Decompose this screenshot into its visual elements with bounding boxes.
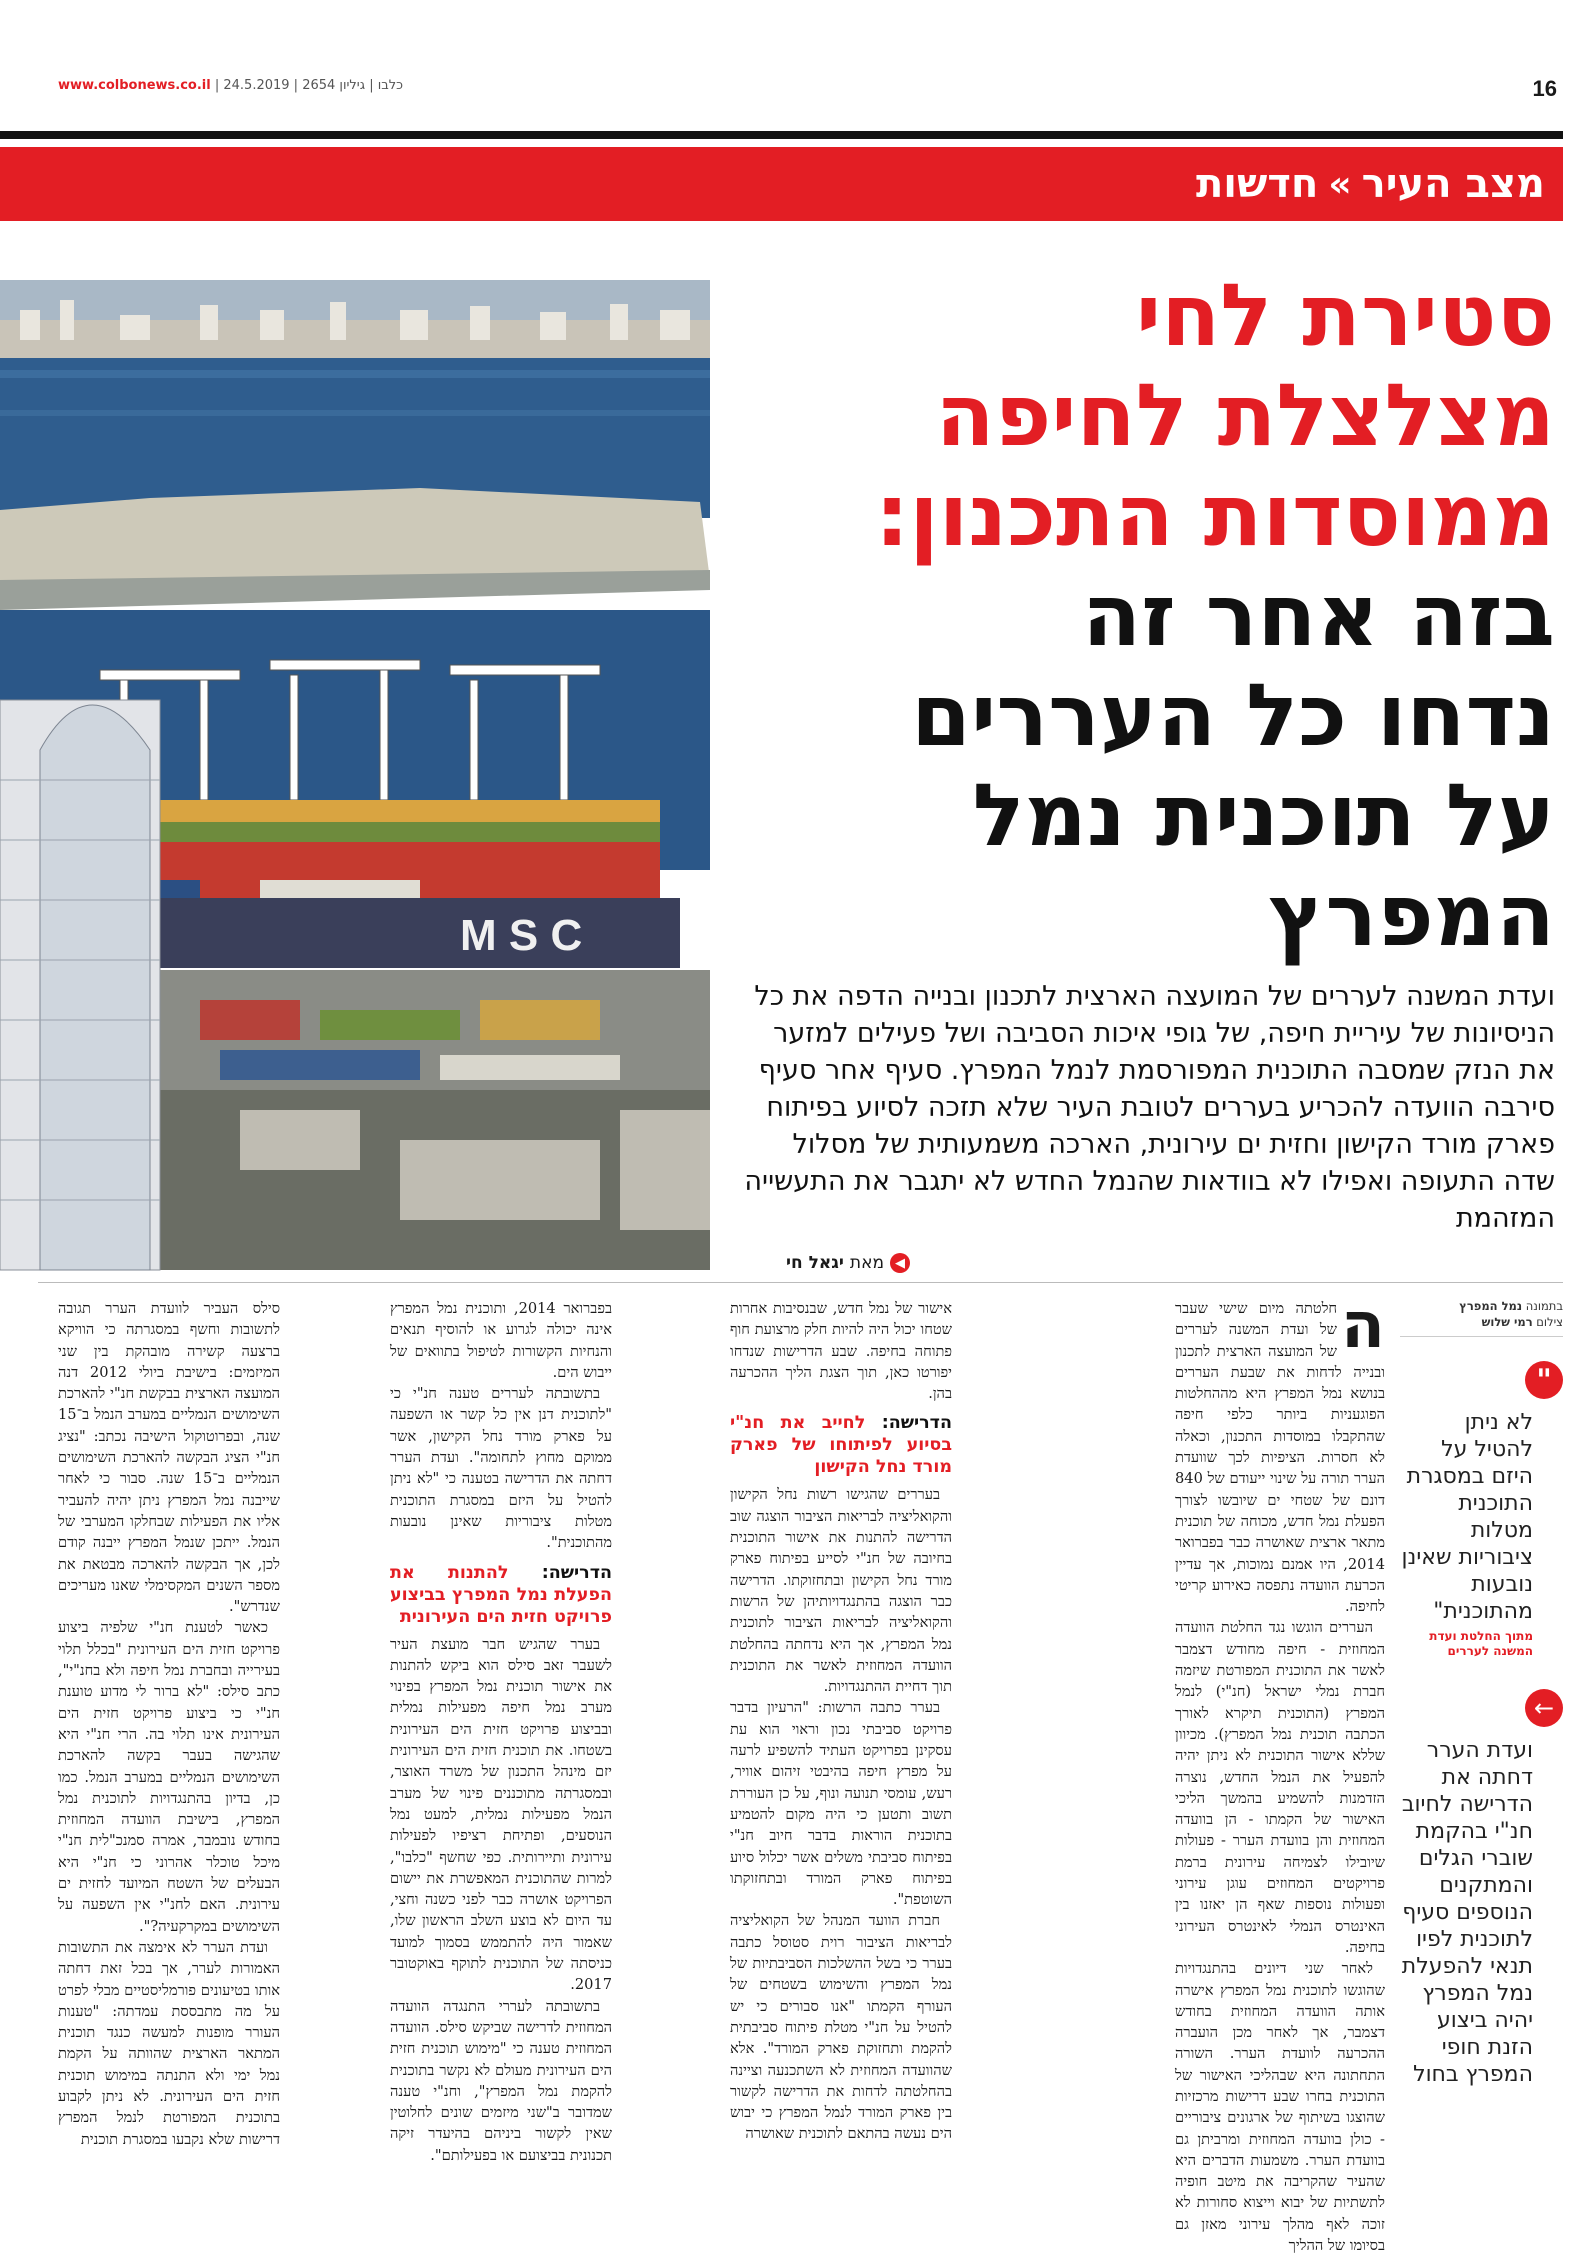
article-photo xyxy=(0,280,710,1270)
paragraph: סילס העביר לוועדת הערר תגובה לתשובות וחשף במסגרתה כי הוויקא ברצעה קשירה מובהקת בין שני המיזמים: בישיבת ביולי 2012 דנה המועצה הארצית בבקשת חנ"י להארכת השימושים הנמליים במערב הנמל ב־15 שנה, ובפרוטוקול הישיבה נכתב: "נציג חנ"י הציג הבקשה להארכת השימושים הנמליים ב־15 שנה. סבור כי לאחר שייבנה נמל המפרץ ניתן יהיה להעביר אליו את הפעילות שבחלקו המערבי של הנמל. ייתכן שנמל המפרץ ייבנה קודם לכן, אך הבקשה להארכה מבטאת את מספר השנים המקסימלי שאנו מעריכים שנדרש". xyxy=(58,1300,280,1616)
byline-prefix: מאת xyxy=(849,1253,884,1273)
paragraph: העררים הוגשו נגד החלטת הוועדה המחוזית - חיפה מחודש דצמבר לאשר את התוכנית המפורטת שיזמה חברת נמלי ישראל (חנ"י) לנמל המפרץ (התוכנית תיקרא לאורך הכתבה תוכנית נמל המפרץ). מכיוון שללא אישור התוכנית לא ניתן יהיה להפעיל את הנמל החדש, נוצרה הזדמנות להשמיע בהמשך הליכי האישור של הקמתו - הן בוועדה המחוזית והן בוועדת הערר - פעולות שיובילו לצמיחה עירונית ברמת פרויקטים המחוזים עוגן עירוני ופעולות נוספות שאף הן יאזנו בין האינטרס הנמלי לאינטרס העירוני בחיפה. xyxy=(1175,1619,1385,1956)
photo-credit: רמי שלוש xyxy=(1481,1315,1533,1329)
paragraph: חברת הוועד המנהל של הקואליציה לבריאות הציבור רוית סטוסל כתבה בערר כי בשל ההשלכות הסביבתיות של נמל המפרץ והשימוש בשטחים של העורף הקמתו "אנו סבורים כי יש להטיל על חנ"י מטלת פיתוח סביבתית להקמת ותחזוקת פארק המורד". אלא שהוועדה המחוזית לא השתכנעה וציינה בהחלטתה לדחות את הדרישה לקשור בין פארק המורד לנמל המפרץ כי יבוש הים נעשה בהתאם לתוכנית שאושרה xyxy=(730,1912,952,2143)
lead-paragraph: ועדת המשנה לעררים של המועצה הארצית לתכנון ובנייה הדפה את כל הניסיונות של עיריית חיפה, של גופי איכות הסביבה ושל פעילים למזער את הנזק שמסבה התוכנית המפורסמת לנמל המפרץ. סעיף אחר סעיף סירבה הוועדה להכריע בעררים לטובת העיר שלא תזכה לסיוע בפיתוח פארק מורד הקישון וחזית ים עירונית, הארכה משמעותית של מסלול שדה התעופה ואפילו לא בוודאות שהנמל החדש לא יתגבר את התעשייה המזהמת xyxy=(744,981,1555,1234)
arrow-left-icon: ← xyxy=(1525,1689,1563,1727)
paragraph: ועדת הערר לא אימצה את התשובות האמורות לערר, אך בכל זאת דחתה אותו בטיעונים פורמליסטיים מבלי לפרט על מה מתבססת עמדתה: "טענות העורר מופנות למעשה כנגד תוכנית המתאר הארצית שהוותה על הקמת נמל ימי ולא התנתה במימוש תוכנית חזית הים העירונית. לא ניתן לקבוע בתוכנית המפורטת לנמל המפרץ דרישות שלא נקבעו במסגרת תוכנית xyxy=(58,1938,280,2148)
section-title xyxy=(1196,161,1545,207)
paragraph-text: חלטתה מיום שישי שעבר של ועדת המשנה לעררים של המועצה הארצית לתכנון ובנייה לדחות את שבעת העררים בנושא נמל המפרץ היא מההחלטות הפוגעניות ביותר כלפי חיפה שהתקבלו במוסדות התכנון, וכאלה לא חסרות. הציפיות לכך שוועדת הערר תורה על שינוי ייעודם של 840 דונם של שטחי ים שיובשו לצורך הפעלת נמל חדש, מכוחה של תוכנית מתאר ארצית שאושרה כבר בפברואר 2014, היו אמנם נמוכות, אך עדיין הכרעת הוועדה נתפסה כאירוע קריטי לחיפה. xyxy=(1175,1300,1385,1616)
paragraph: בערר כתבה הרשות: "הרעיון בדבר פרויקט סביבתי נכון וראוי הוא עת עסקינן בפרויקט העתיד להשפיע לרעה על מפרץ חיפה בהיבטי זיהום אוויר, רעש, עומסי תנועה ונוף, על כן העוררת תשוב ותטען כי היה מקום להטמיע בתוכנית הוראות בדבר חיוב חנ"י בפיתוח סביבתי משלים אשר יכלול סיוע בפיתוח פארק המורד ובתחזוקתו השוטפת". xyxy=(730,1699,952,1909)
far-city xyxy=(0,320,710,360)
container-yard xyxy=(200,1000,620,1080)
photo-credit-label: צילום xyxy=(1536,1315,1563,1329)
section-banner xyxy=(0,147,1563,221)
quote-icon: " xyxy=(1525,1361,1563,1399)
port-photo-illustration xyxy=(0,280,710,1270)
headline-black-4: המפרץ xyxy=(1268,866,1555,966)
text-column-3 xyxy=(390,1298,612,2168)
side-note: ועדת הערר דחתה את הדרישה לחיוב חנ"י בהקמת שוברי הגלים והמתקנים הנוספים סעיף לתוכנית לפיו תנאי להפעלת נמל המפרץ יהיה ביצוע הזנת חופי המפרץ בחול xyxy=(1401,1738,1533,2087)
subheading-text: לחייב את חנ"י בסיוע לפיתוחו של פארק מורד נחל הקישון xyxy=(730,1413,952,1478)
section-name: מצב העיר xyxy=(1361,161,1545,207)
subheading xyxy=(730,1412,952,1478)
pull-quote-source: מתוך החלטת ועדת המשנה לעררים xyxy=(1429,1629,1533,1658)
paragraph: בפברואר 2014, ותוכנית נמל המפרץ אינה יכולה לגרוע או להוסיף תנאים והנחיות הקשורות לטיפול בתוואים של ייבוש הים. xyxy=(390,1300,612,1381)
ship-name-text: M S C xyxy=(460,911,583,960)
caption-text: נמל המפרץ xyxy=(1459,1299,1523,1313)
byline xyxy=(740,1253,910,1273)
byline-author: יגאל חי xyxy=(786,1253,844,1273)
dropcap: ה xyxy=(1341,1289,1385,1363)
header-meta xyxy=(58,78,403,93)
paragraph: בתשובתה לעררים טענה חנ"י כי "לתוכנית דנן אין כל קשר או השפעה על פארק מורד נחל הקישון, אשר ממוקם מחוץ לתחומה". ועדת הערר דחתה את הדרישה בטענה כי "לא ניתן להטיל על היזם במסגרת התוכנית מטלות ציבוריות שאינן נובעות מהתוכנית". xyxy=(390,1385,612,1552)
subheading xyxy=(390,1562,612,1628)
issue-info: | כלבו | גיליון 2654 | 24.5.2019 xyxy=(210,78,404,93)
headline-black-2: נדחו כל העררים xyxy=(911,666,1555,766)
headline-red-1: סטירת לחי xyxy=(1135,266,1555,366)
paragraph xyxy=(1175,1289,1385,1617)
subheading-text: להתנות את הפעלת נמל המפרץ בביצוע פרויקט חזית הים העירונית xyxy=(390,1562,612,1627)
chevron-icon: » xyxy=(1328,163,1352,205)
subheading-label: הדרישה: xyxy=(541,1562,613,1583)
body-divider xyxy=(38,1282,1563,1283)
paragraph: לאחר שני דיונים בהתנגדויות שהוגשו לתוכנית נמל המפרץ אישרה אותה הוועדה המחוזית בחודש דצמבר, אך לאחר מכן הועברה ההכרעה לוועדת הערר. השורה התחתונה היא שבהליכי האישור של התוכנית בחרו שבע דרישות מרכזיות שהוצגו בשיתוף של ארגונים ציבוריים - כולן בוועדה המחוזית ומרביתן גם בוועדת הערר. משמעות הדברים היא שהעיר שהקריבה את מיטב חופיה לתשתיות של יבוא וייצוא סחורות לא זוכה לאף מהלך עירוני מאזן גם בסיומו של ההליך xyxy=(1175,1960,1385,2255)
top-divider xyxy=(0,131,1563,139)
paragraph: אישור של נמל חדש, שבנסיבות אחרות שטחו יכול היה להיות חלק מרצועת חוף פתוחה בחיפה. שבע הדרישות שנדחו יפורטו כאן, תוך הצגת הליך ההכרעה בהן. xyxy=(730,1300,952,1403)
section-subtitle: חדשות xyxy=(1195,161,1319,207)
paragraph: בערר שהגיש חבר מועצת העיר לשעבר זאב סילס הוא ביקש להתנות את אישור תוכנית נמל המפרץ בפינוי מערב נמל חיפה מפעילות נמלית ובביצוע פרויקט חזית הים העירונית בשטחו. את תוכנית חזית הים העירונית יזם מינהל התכנון של משרד האוצר, ובמסגרתה מתוכננים פינוי של מערב הנמל מפעילות נמלית, למעט נמל הנוסעים, ופתיחת רציפיו לפעילות עירונית ותיירותית. כפי שחשף "כלבו", למרות שהתוכנית המאפשרת את יישום הפרויקט אושרה כבר לפני כשנה וחצי, עד היום לא בוצע השלב הראשון שלו, שאמור היה להתממש בסמוך למועד כניסתה של התוכנית לתוקף באוקטובר 2017. xyxy=(390,1635,612,1994)
headline-black-1: בזה אחר זה xyxy=(1082,566,1555,666)
paragraph: בעררים שהגישו רשות נחל הקישון והקואליציה לבריאות הציבור הוצגה שוב הדרישה להתנות את אישור התוכנית בחיובה של חנ"י לסייע בפיתוח פארק מורד נחל הקישון ובתחזוקתו. הדרישה כבר הוצגה בהתנגדויותיהן של הרשות והקואליציה לבריאות הציבור לתוכנית נמל המפרץ, אך היא נדחתה בהחלטת הוועדה המחוזית לאשר את התוכנית תוך דחיית ההתנגדויות. xyxy=(730,1486,952,1696)
arrow-left-icon: ◀ xyxy=(890,1253,910,1273)
headline xyxy=(740,266,1555,966)
photo-caption xyxy=(1400,1298,1563,1337)
text-column-2 xyxy=(730,1298,952,2168)
headline-red-3: ממוסדות התכנון: xyxy=(874,466,1555,566)
caption-label: בתמונה xyxy=(1525,1299,1563,1313)
headline-red-2: מצלצלת לחיפה xyxy=(935,366,1555,466)
pull-quote: לא ניתן להטיל על היזם במסגרת התוכנית מטלות ציבוריות שאינן נובעות מהתוכנית" xyxy=(1401,1410,1533,1624)
page-number: 16 xyxy=(1532,76,1557,101)
text-column-4 xyxy=(58,1298,280,2168)
headline-black-3: על תוכנית נמל xyxy=(972,766,1555,866)
paragraph: כאשר לטענת חנ"י שלפיה ביצוע פרויקט חזית הים העירונית "בכלל תלוי בעירייה ובחברת נמל חיפה ולא בחנ"י", כתב סילס: "לא ברור לי מדוע טוענת חנ"י כי ביצוע פרויקט חזית הים העירונית אינו תלוי בה. הרי חנ"י היא שהגישה בעבר בקשה להארכת השימושים הנמליים במערב הנמל. כמו כן, בדיון בהתנגדויות לתוכנית נמל המפרץ, בישיבת הוועדה המחוזית בחודש נובמבר, אמרה סמנכ"לית חנ"י מיכל טוכלר אהרוני כי חנ"י היא הבעלים של השטח המיועד לחזית ים עירונית. האם לחנ"י אין השפעה על השימושים במקרקעיה?". xyxy=(58,1619,280,1935)
paragraph: בתשובתה לעררי התנגדה הוועדה המחוזית לדרישה שביקש סילס. הוועדה המחוזית טענה כי "מימוש תוכנית חזית הים העירונית מעולם לא נקשר בתוכנית להקמת נמל המפרץ", וחנ"י טענה שמדובר ב"שני מיזמים שונים לחלוטין שאין לקשור ביניהם בהיעדר זיקה תכנונית בביצועם או בפעילותם". xyxy=(390,1997,612,2164)
text-column-1 xyxy=(1175,1289,1385,2255)
sidebar xyxy=(1400,1298,1563,2088)
site-url[interactable]: www.colbonews.co.il xyxy=(58,78,211,93)
subheading-label: הדרישה: xyxy=(881,1413,952,1434)
